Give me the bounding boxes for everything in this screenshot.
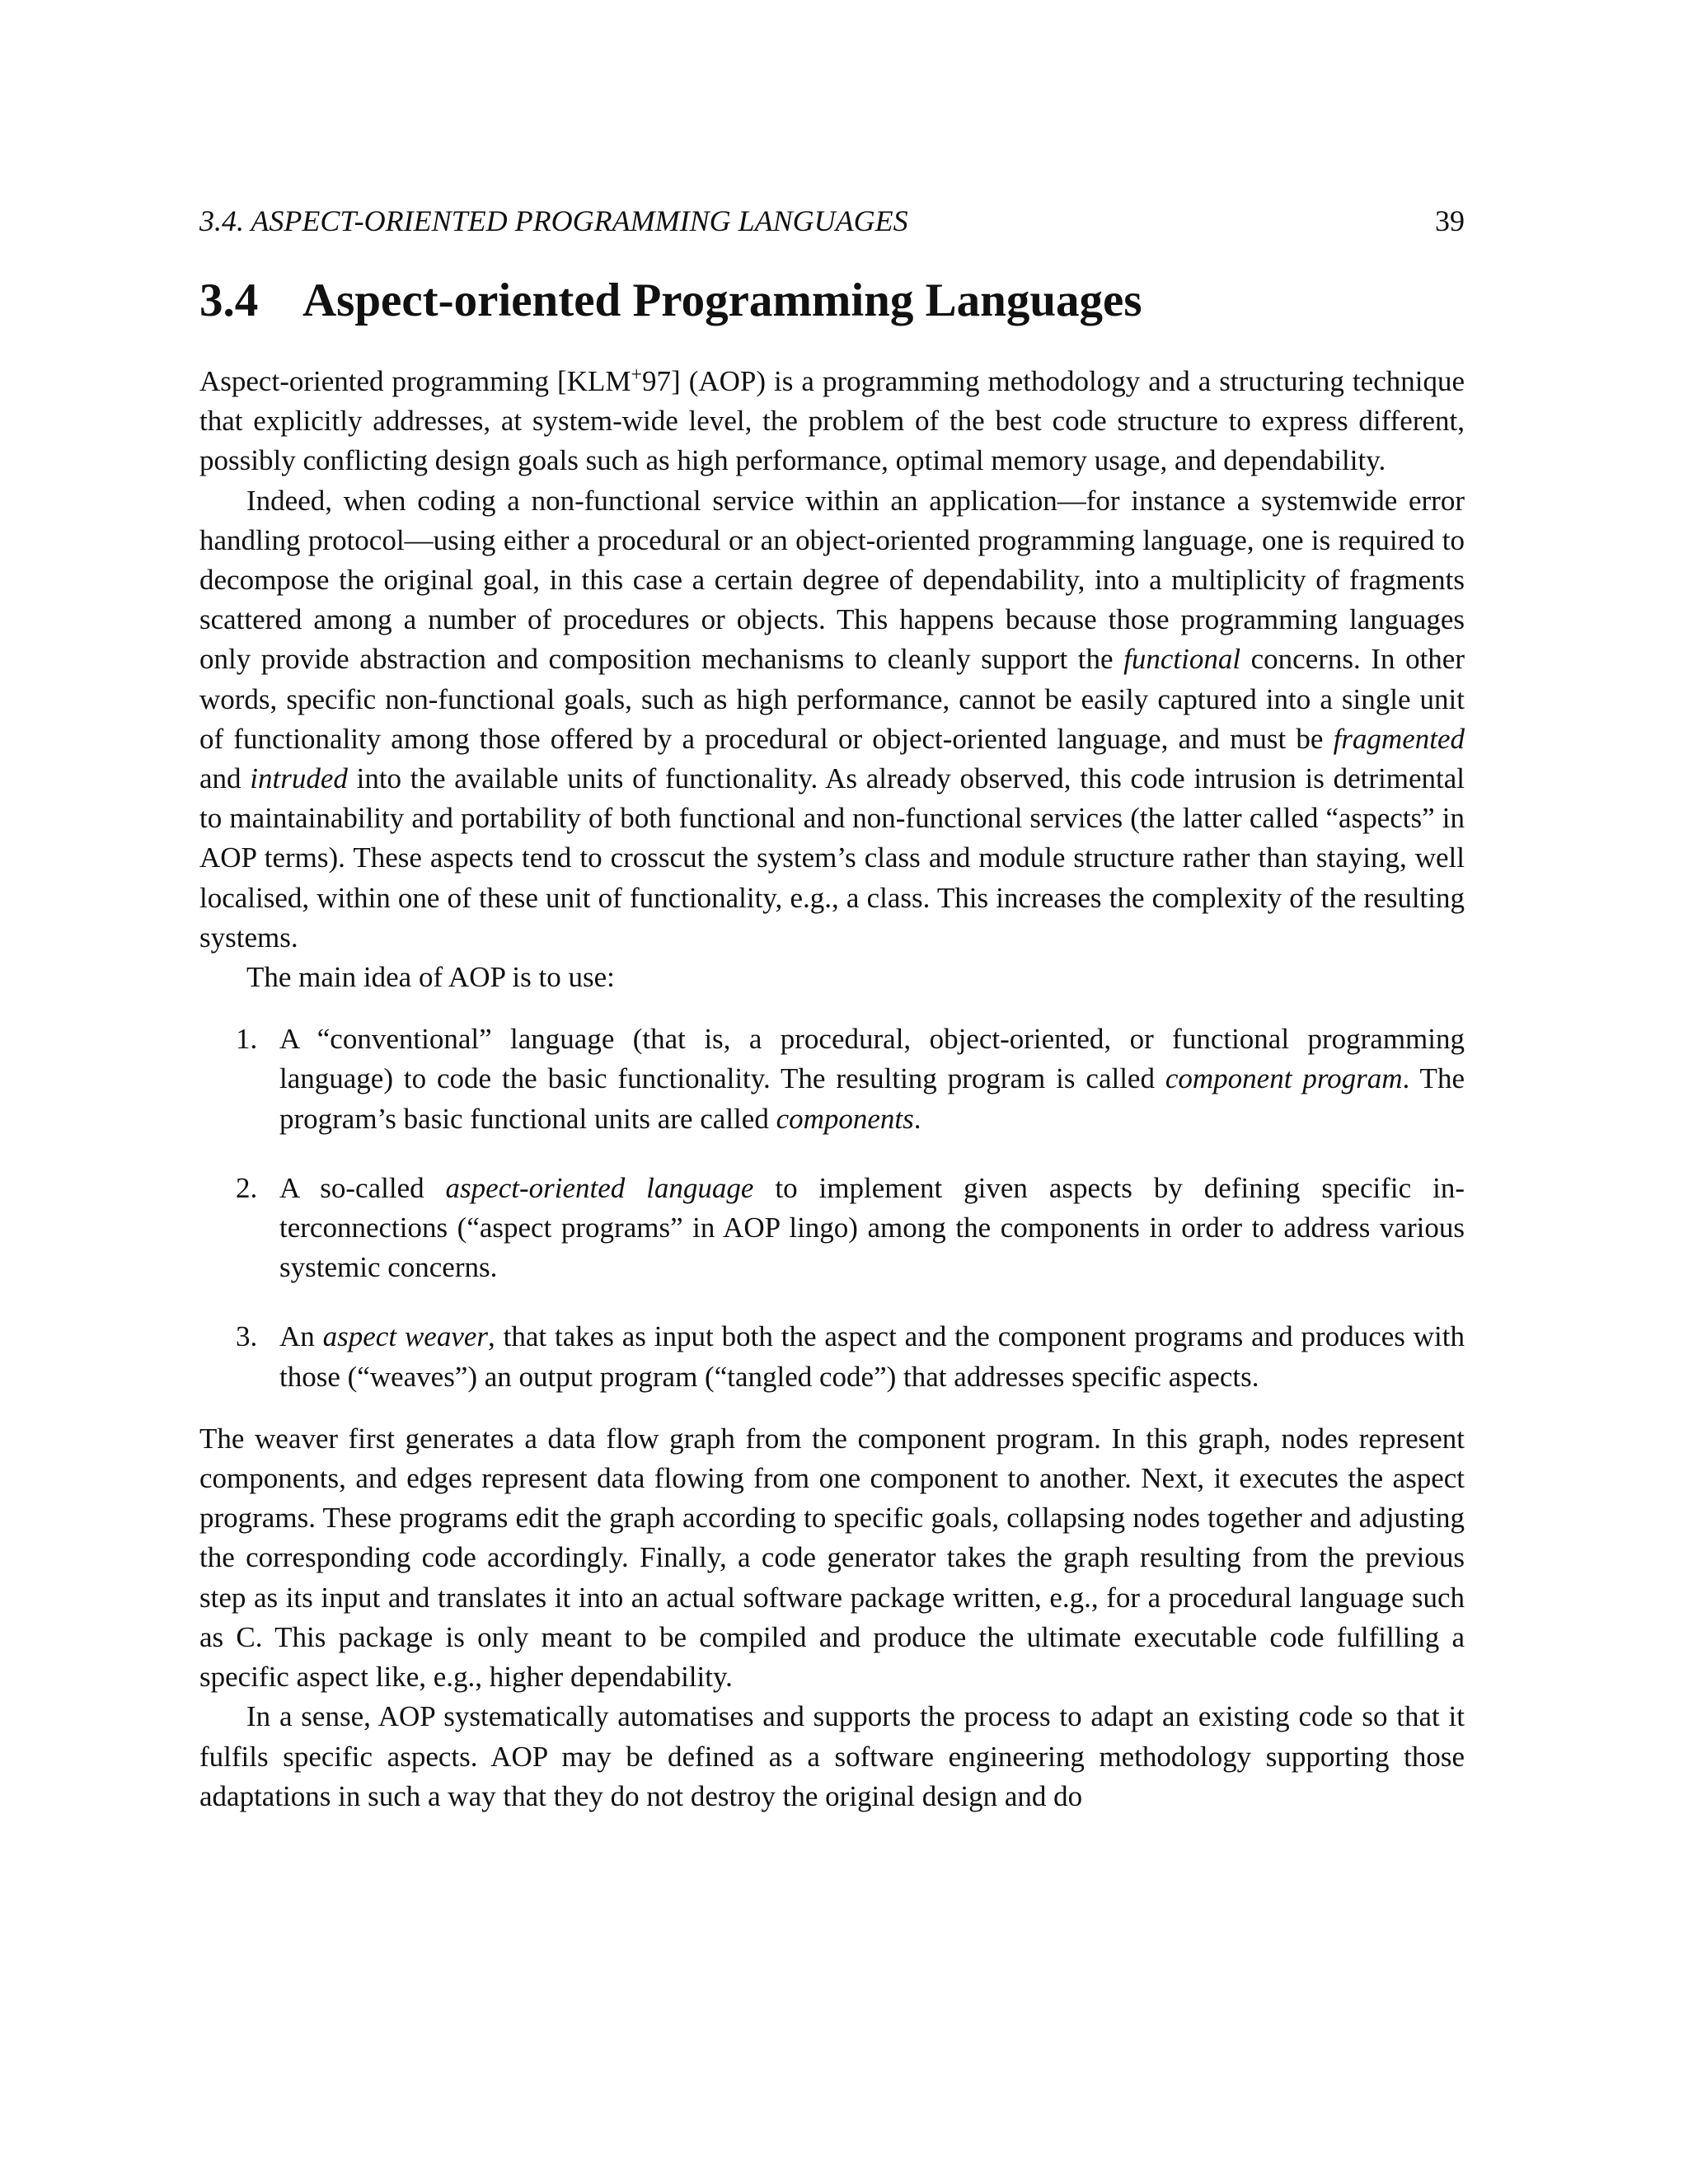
body-text (199, 362, 1465, 1816)
emphasis-text: fragmented (1333, 722, 1465, 755)
paragraph-text: Aspect-oriented programming [KLM (199, 365, 631, 397)
paragraph-text: Indeed, when coding a non-functional service within an application—for instance a systemwide error handling protocol—using either a procedural or an object-oriented programming language, one is required to decompose the original goal, in this case a certain degree of dependability, into a multiplicity of fragments scattered among a number of procedures or objects. This happens because those programming languages only provide abstraction and composition mechanisms to cleanly support the (199, 484, 1465, 676)
emphasis-text: component program (1165, 1062, 1403, 1095)
list-item-text: A “conventional” language (that is, a procedural, object-oriented, or functional programming language) to code the basic functionality. The resulting program is called (279, 1023, 1465, 1095)
list-item-number: 3. (236, 1320, 258, 1353)
paragraph-text: into the available units of functionality. As already observed, this code intrusion is detrimental to maintainability and portability of both functional and non-functional services (the latter called “aspects” in AOP terms). These aspects tend to crosscut the system’s class and module structure rather than staying, well localised, within one of these unit of functionality, e.g., a class. This increases the complexity of the resulting systems. (199, 762, 1465, 954)
list-item-text: A so-called (279, 1171, 446, 1204)
paragraph-weaver: The weaver first generates a data flow graph from the component program. In this graph, nodes represent components, and edges represent data flowing from one component to another. Next, it executes the aspect programs. These programs edit the graph according to specific goals, collapsing nodes together and adjusting the corresponding code accordingly. Finally, a code generator takes the graph resulting from the previous step as its input and translates it into an actual software package written, e.g., for a procedural language such as C. This package is only meant to be compiled and produce the ultimate executable code fulfilling a specific aspect like, e.g., higher dependability. (199, 1422, 1465, 1694)
numbered-list (199, 1019, 1465, 1397)
paragraph-text: 97] (AOP) is a programming methodology and a structuring technique that explicitly addresses, at system-wide level, the problem of the best code structure to express different, possibly conflicting design goals such as high performance, optimal memory usage, and dependability. (199, 365, 1465, 477)
list-item (199, 1019, 1465, 1139)
paragraph-summary: In a sense, AOP systematically automatises and supports the process to adapt an existing code so that it fulfils specific aspects. AOP may be defined as a software engineering methodology supporting those adaptations in such a way that they do not destroy the original design and do (199, 1700, 1465, 1812)
emphasis-text: intruded (250, 762, 348, 795)
section-number: 3.4 (199, 274, 259, 326)
paragraph-text: and (199, 762, 251, 795)
paragraph-motivation (199, 481, 1465, 958)
paragraph-intro (199, 362, 1465, 481)
list-item-number: 1. (236, 1023, 258, 1056)
section-heading (199, 272, 1465, 330)
list-item-text: , that takes as input both the aspect and the component programs and produces with those (“weaves”) an output program (“tangled code”) that addresses specific aspects. (279, 1320, 1465, 1393)
citation-superscript: + (631, 364, 643, 386)
list-item-number: 2. (236, 1171, 258, 1204)
emphasis-text: components (776, 1102, 914, 1135)
page-number: 39 (1435, 204, 1465, 237)
paragraph-text: concerns. In other words, specific non-functional goals, such as high performance, cannot be easily captured into a single unit of functionality among those offered by a procedural or object-oriented language, and must be (199, 643, 1465, 755)
running-head-title: 3.4. ASPECT-ORIENTED PROGRAMMING LANGUAGES (199, 204, 908, 237)
list-item-text: An (279, 1320, 323, 1353)
list-item-text: . The program’s basic functional units are called (279, 1062, 1465, 1135)
list-item (199, 1317, 1465, 1396)
running-head (199, 200, 1465, 241)
section-title: Aspect-oriented Programming Languages (302, 274, 1142, 326)
emphasis-text: aspect weaver (322, 1320, 489, 1353)
list-item-text: to implement given aspects by defining specific interconnections (“aspect programs” in AOP lingo) among the components in order to address various systemic concerns. (279, 1171, 1465, 1284)
paragraph-main-idea: The main idea of AOP is to use: (246, 961, 615, 994)
list-item (199, 1169, 1465, 1288)
emphasis-text: functional (1123, 643, 1241, 676)
emphasis-text: aspect-oriented language (445, 1171, 754, 1204)
list-item-text: . (913, 1102, 921, 1135)
